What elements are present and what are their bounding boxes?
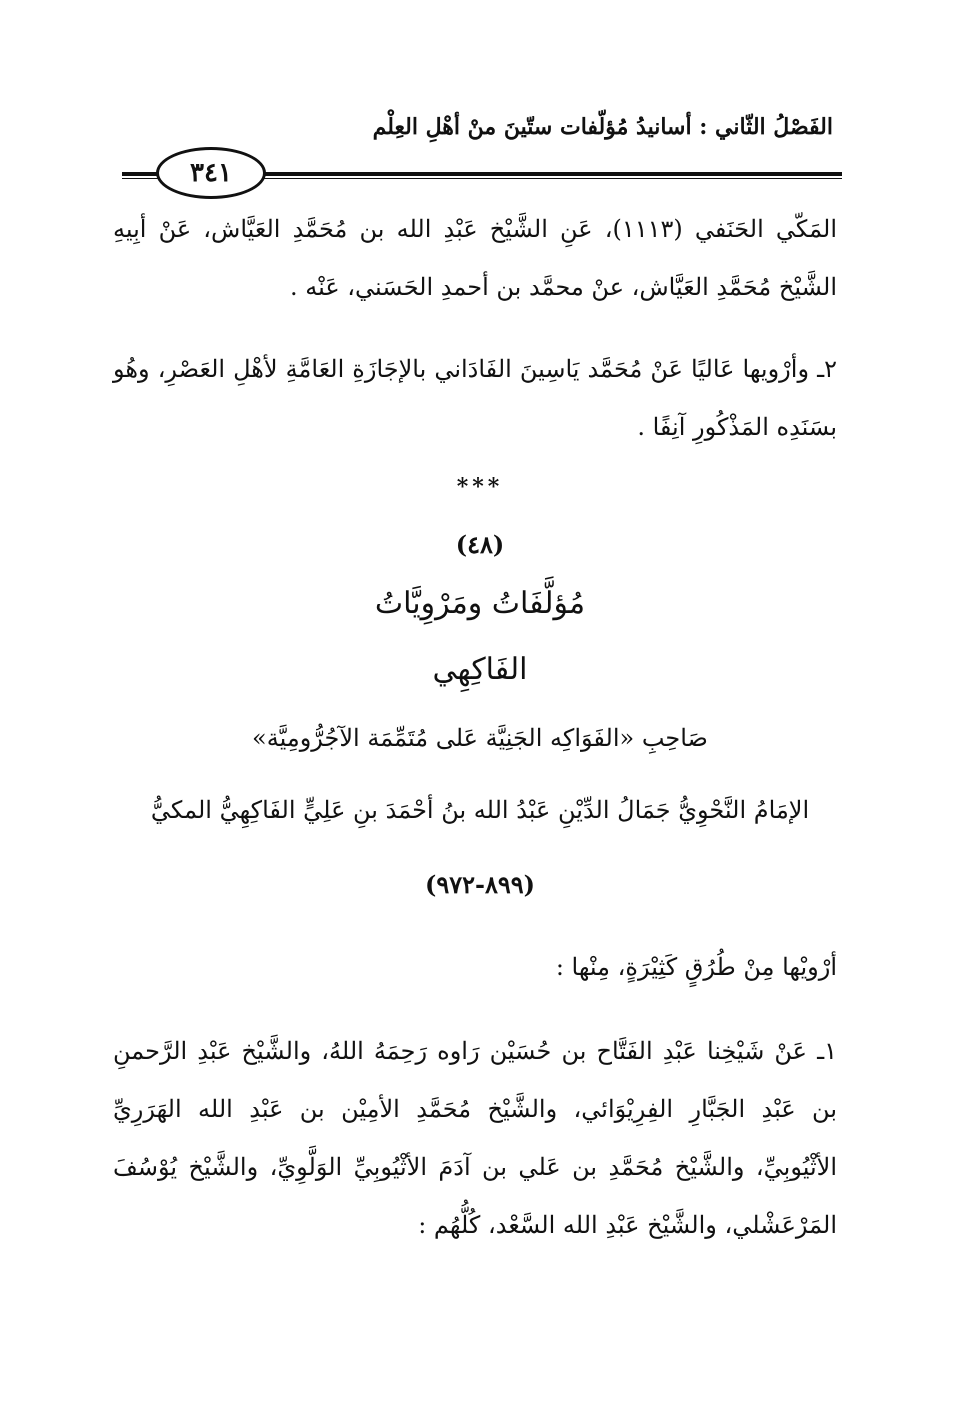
paragraph-intro: أرْويْها مِنْ طُرُقٍ كَثِيْرَةٍ، مِنْها : — [555, 953, 837, 981]
entry-subtitle: صَاحِبِ «الفَوَاكِه الجَنِيَّة عَلى مُتَمِّمَة الآجُرُّومِيَّة» — [252, 724, 708, 752]
running-header: الفَصْلُ الثّاني : أسانيدُ مُؤلّفات ستّينَ منْ أهْلِ العِلْم — [372, 114, 833, 140]
page-number: ٣٤١ — [156, 147, 266, 199]
entry-author: الإمَامُ النَّحْوِيُّ جَمَالُ الدِّيْنِ عَبْدُ الله بنُ أحْمَدَ بنِ عَلِيٍّ الفَاكِهِيُّ المكيُّ — [150, 796, 810, 824]
paragraph-continuation: المَكّي الحَنَفي (١١١٣)، عَنِ الشَّيْخ عَبْدِ الله بن مُحَمَّدِ العَيَّاش، عَنْ أبِيهِ الشَّيْخ مُحَمَّدِ العَيَّاش، عنْ محمَّد بن أحمدِ الحَسَني، عَنْه . — [113, 215, 838, 301]
entry-number: (٤٨) — [455, 530, 505, 559]
paragraph-item-2: ٢ـ وأرْويها عَاليًا عَنْ مُحَمَّد يَاسِينَ الفَادَاني بالإجَازَةِ العَامَّةِ لأهْلِ العَصْرِ، وهُو بسَنَدِه المَذْكُورِ آنِفًا . — [113, 355, 838, 441]
entry-dates: (٨٩٩-٩٧٢) — [424, 870, 536, 899]
paragraph-item-1: ١ـ عَنْ شَيْخِنا عَبْدِ الفَتَّاح بن حُسَيْن رَاوه رَحِمَهُ اللهُ، والشَّيْخ عَبْدِ الرَّحمنِ بن عَبْدِ الجَبَّارِ الفِرِيْوَائي، والشَّيْخ مُحَمَّدِ الأمِيْن بن عَبْدِ الله الهَرَرِيِّ الأثْيُوبِيِّ، والشَّيْخ مُحَمَّدِ بن عَلي بن آدَمَ الأثْيُوبِيِّ الوَلَّوِيِّ، والشَّيْخ يُوْسُفَ المَرْعَشْلي، والشَّيْخ عَبْدِ الله السَّعْد، كُلُّهُم : — [113, 1037, 838, 1239]
section-separator: *** — [456, 474, 504, 500]
entry-title-line-1: مُؤلَّفَاتُ ومَرْوِيَّاتُ — [374, 586, 586, 621]
entry-title-line-2: الفَاكِهِي — [432, 652, 528, 687]
